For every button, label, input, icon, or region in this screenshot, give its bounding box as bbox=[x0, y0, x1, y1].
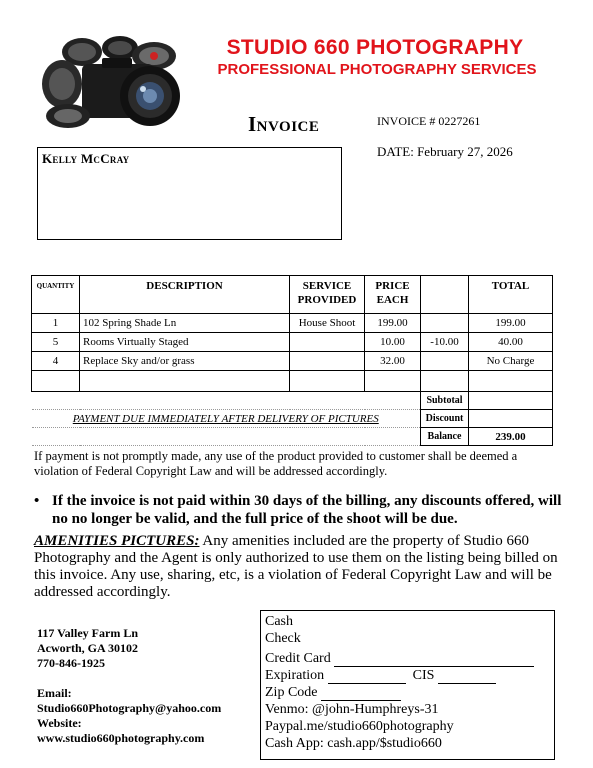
row-price: 199.00 bbox=[365, 314, 421, 333]
row-service: House Shoot bbox=[290, 314, 365, 333]
pay-cash: Cash bbox=[265, 614, 293, 629]
table-row-empty bbox=[32, 371, 553, 392]
balance-label: Balance bbox=[421, 428, 469, 446]
row-total: No Charge bbox=[469, 352, 553, 371]
pay-venmo: Venmo: @john-Humphreys-31 bbox=[265, 702, 439, 717]
pay-paypal: Paypal.me/studio660photography bbox=[265, 719, 454, 734]
payment-due-note: PAYMENT DUE IMMEDIATELY AFTER DELIVERY OF PICTURES bbox=[32, 410, 421, 428]
invoice-items-table bbox=[31, 275, 553, 446]
pay-cis: CIS bbox=[412, 668, 435, 683]
header-price: PRICE EACH bbox=[365, 276, 421, 314]
cis-line bbox=[438, 671, 496, 684]
amenities-notice bbox=[34, 533, 569, 601]
row-qty: 5 bbox=[32, 333, 80, 352]
zip-line bbox=[321, 688, 401, 701]
table-row bbox=[32, 333, 553, 352]
credit-card-line bbox=[334, 654, 534, 667]
row-service bbox=[290, 352, 365, 371]
row-price: 32.00 bbox=[365, 352, 421, 371]
header-quantity: QUANTITY bbox=[32, 276, 80, 314]
subtotal-row bbox=[32, 392, 553, 410]
address-city: Acworth, GA 30102 bbox=[37, 641, 138, 655]
bullet-icon: • bbox=[34, 493, 40, 509]
row-discount bbox=[421, 352, 469, 371]
contact-email: Studio660Photography@yahoo.com bbox=[37, 701, 222, 715]
row-discount bbox=[421, 314, 469, 333]
contact-phone: 770-846-1925 bbox=[37, 656, 105, 670]
client-box bbox=[37, 147, 342, 240]
subtotal-value bbox=[469, 392, 553, 410]
address-street: 117 Valley Farm Ln bbox=[37, 626, 139, 640]
copyright-warning: If payment is not promptly made, any use of the product provided to customer shall be deemed a violation of Federal Copyright Law and will be addressed accordingly. bbox=[34, 449, 518, 478]
header-description: DESCRIPTION bbox=[80, 276, 290, 314]
company-tagline: PROFESSIONAL PHOTOGRAPHY SERVICES bbox=[217, 61, 537, 78]
website-label: Website: bbox=[37, 716, 82, 730]
row-qty: 4 bbox=[32, 352, 80, 371]
pay-zip: Zip Code bbox=[265, 685, 318, 700]
invoice-number: INVOICE # 0227261 bbox=[377, 114, 481, 128]
invoice-date: DATE: February 27, 2026 bbox=[377, 144, 513, 159]
amenities-text: Any amenities included are the property of Studio 660 Photography and the Agent is only authorized to use them on the listing being billed on this invoice. Any use, sharing, etc, is a violation of Federal Copyright Law and will be addressed accordingly. bbox=[34, 533, 558, 600]
pay-credit-card: Credit Card bbox=[265, 651, 331, 666]
subtotal-label: Subtotal bbox=[421, 392, 469, 410]
row-description: 102 Spring Shade Ln bbox=[80, 314, 290, 333]
table-row bbox=[32, 352, 553, 371]
expiration-line bbox=[328, 671, 406, 684]
contact-block bbox=[37, 626, 221, 746]
row-total: 199.00 bbox=[469, 314, 553, 333]
discount-row bbox=[32, 410, 553, 428]
row-qty: 1 bbox=[32, 314, 80, 333]
pay-check: Check bbox=[265, 631, 301, 646]
late-payment-text: If the invoice is not paid within 30 days of the billing, any discounts offered, will no no longer be valid, and the full price of the shoot will be due. bbox=[52, 493, 562, 527]
contact-website: www.studio660photography.com bbox=[37, 731, 205, 745]
balance-row bbox=[32, 428, 553, 446]
payment-methods-box bbox=[260, 610, 555, 760]
discount-value bbox=[469, 410, 553, 428]
row-service bbox=[290, 333, 365, 352]
pay-cashapp: Cash App: cash.app/$studio660 bbox=[265, 736, 442, 751]
discount-label: Discount bbox=[421, 410, 469, 428]
row-total: 40.00 bbox=[469, 333, 553, 352]
company-name: STUDIO 660 PHOTOGRAPHY bbox=[226, 36, 524, 59]
invoice-title: Invoice bbox=[248, 112, 320, 136]
row-discount: -10.00 bbox=[421, 333, 469, 352]
header-total: TOTAL bbox=[469, 276, 553, 314]
row-description: Replace Sky and/or grass bbox=[80, 352, 290, 371]
camera-icon bbox=[38, 34, 186, 130]
table-row bbox=[32, 314, 553, 333]
client-name: Kelly McCray bbox=[42, 151, 130, 166]
header-service: SERVICE PROVIDED bbox=[290, 276, 365, 314]
row-description: Rooms Virtually Staged bbox=[80, 333, 290, 352]
amenities-heading: AMENITIES PICTURES: bbox=[34, 533, 200, 549]
balance-value: 239.00 bbox=[469, 428, 553, 446]
email-label: Email: bbox=[37, 686, 72, 700]
pay-expiration: Expiration bbox=[265, 668, 325, 683]
header-discount bbox=[421, 276, 469, 314]
row-price: 10.00 bbox=[365, 333, 421, 352]
